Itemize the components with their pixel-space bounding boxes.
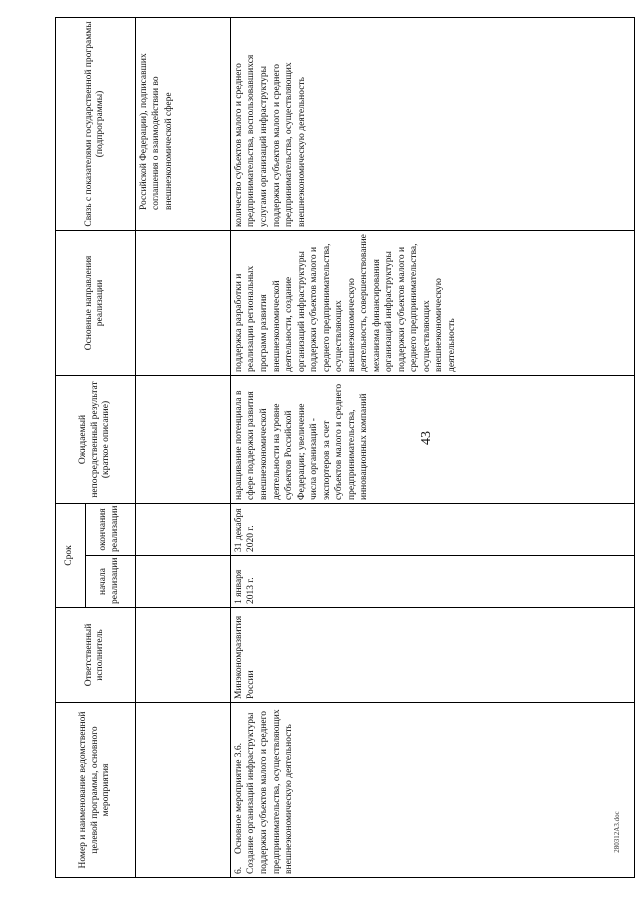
header-link: Связь с показателями государственной программы (подпрограммы) <box>56 17 136 230</box>
table-row <box>230 17 634 877</box>
header-row <box>56 17 86 877</box>
header-end: окончания реализации <box>85 503 135 555</box>
header-term: Срок <box>56 503 86 607</box>
row-name-cell <box>230 703 634 878</box>
row-name: Основное мероприятие 3.6. Создание организаций инфраструктуры поддержки субъектов малого и среднего предпринимательства, осуществляющих внешнеэкономическую деятельность <box>233 709 295 874</box>
page-number: 43 <box>419 431 434 445</box>
continuation-empty-start <box>135 556 230 608</box>
header-directions: Основные направления реализации <box>56 230 136 375</box>
row-link: количество субъектов малого и среднего предпринимательства, воспользовавшихся услугами организаций инфраструктуры поддержки субъектов малого и среднего предпринимательства, осуществляющих внешнеэкономическую деятельность <box>230 17 634 230</box>
header-executor: Ответственный исполнитель <box>56 608 136 703</box>
document-code: 280312A3.doc <box>613 811 621 853</box>
rotated-table-container <box>55 18 635 878</box>
row-result: наращивание потенциала в сфере поддержки развития внешнеэкономической деятельности на уровне субъектов Российской Федерации; увеличение числа организаций - экспортеров за счет субъектов малого и среднего предпринимательства, инновационных компаний <box>230 375 634 503</box>
header-result: Ожидаемый непосредственный результат (краткое описание) <box>56 375 136 503</box>
row-executor: Минэкономразвития России <box>230 608 634 703</box>
header-name: Номер и наименование ведомственной целевой программы, основного мероприятия <box>56 703 136 878</box>
continuation-link-text: Российской Федерации), подписавших соглашения о взаимодействии во внешнеэкономической сфере <box>135 17 230 230</box>
continuation-empty-executor <box>135 608 230 703</box>
row-directions: поддержка разработки и реализации региональных программ развития внешнеэкономической деятельности, создание организаций инфраструктуры поддержки субъектов малого и среднего предпринимательства, осуществляющих внешнеэкономическую деятельность, совершенствование механизма финансирования организаций инфраструктуры поддержки субъектов малого и среднего предпринимательства, осуществляющих внешнеэкономическую деятельность <box>230 230 634 375</box>
continuation-row <box>135 17 230 877</box>
row-end: 31 декабря 2020 г. <box>230 503 634 555</box>
continuation-empty-result <box>135 375 230 503</box>
row-number: 6. <box>233 866 244 874</box>
header-start: начала реализации <box>85 556 135 608</box>
program-activities-table <box>55 17 635 878</box>
continuation-empty-name <box>135 703 230 878</box>
continuation-empty-directions <box>135 230 230 375</box>
row-start: 1 января 2013 г. <box>230 556 634 608</box>
continuation-empty-end <box>135 503 230 555</box>
